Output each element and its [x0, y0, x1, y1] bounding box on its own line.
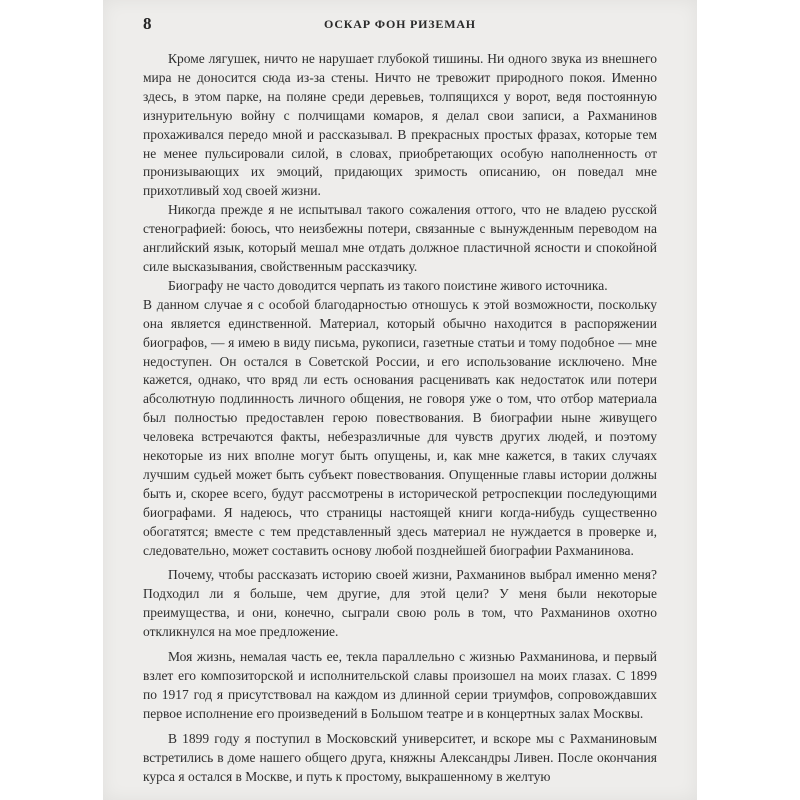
book-page [103, 0, 697, 800]
running-head: ОСКАР ФОН РИЗЕМАН [324, 17, 476, 31]
paragraph: Никогда прежде я не испытывал такого сожаления оттого, что не владею русской стенографией: боюсь, что неизбежны потери, связанные с вынужденным переводом на английский язык, который мешал мне отдать должное пластичной ясности и спокойной силе высказывания, свойственным рассказчику. [143, 202, 657, 274]
page-header [143, 14, 657, 36]
paragraph: Кроме лягушек, ничто не нарушает глубокой тишины. Ни одного звука из внешнего мира не доносится сюда из-за стены. Ничто не тревожит природного покоя. Именно здесь, в этом парке, на поляне среди деревьев, толпящихся у ворот, ведя постоянную изнурительную войну с полчищами комаров, я делал свои записи, а Рахманинов прохаживался передо мной и рассказывал. В прекрасных простых фразах, которые тем не менее пульсировали силой, в словах, приобретающих особую наполненность от пронизывающих их эмоций, придающих зримость описанию, он поведал мне прихотливый ход своей жизни. [143, 51, 657, 199]
paragraph: Биографу не часто доводится черпать из такого поистине живого источника. [168, 277, 608, 293]
page-number: 8 [143, 14, 152, 33]
paragraph: В данном случае я с особой благодарностью отношусь к этой возможности, поскольку она является единственной. Материал, который обычно находится в распоряжении биографов, — я имею в виду письма, рукописи, газетные статьи и тому подобное — мне недоступен. Он остался в Советской России, и его использование исключено. Мне кажется, однако, что вряд ли есть основания расценивать как недостаток или потери абсолютную подлинность личного общения, не говоря уже о том, что отбор материала был полностью предоставлен герою повествования. В биографии ныне живущего человека встречаются факты, небезразличные для чувств других людей, и поэтому некоторые из них вполне могут быть опущены, и, как мне кажется, в таких случаях лучшим судьей может быть субъект повествования. Опущенные главы истории должны быть и, скорее всего, будут рассмотрены в исторической ретроспекции последующими биографами. Я надеюсь, что страницы настоящей книги когда-нибудь существенно обогатятся; вместе с тем представленный здесь материал не нуждается в проверке и, следовательно, может составить основу любой позднейшей биографии Рахманинова. [143, 296, 657, 558]
paragraph: Почему, чтобы рассказать историю своей жизни, Рахманинов выбрал именно меня? Подходил ли я больше, чем другие, для этой цели? У меня были некоторые преимущества, и они, конечно, сыграли свою роль в том, что Рахманинов охотно откликнулся на мое предложение. [143, 567, 657, 640]
paragraph: Моя жизнь, немалая часть ее, текла параллельно с жизнью Рахманинова, и первый взлет его композиторской и исполнительской славы произошел на моих глазах. С 1899 по 1917 год я присутствовал на каждом из длинной серии триумфов, сопровождавших первое исполнение его произведений в Большом театре и в концертных залах Москвы. [143, 649, 657, 721]
paragraph: В 1899 году я поступил в Московский университет, и вскоре мы с Рахманиновым встретились в доме нашего общего друга, княжны Александры Ливен. После окончания курса я остался в Москве, и путь к простому, выкрашенному в желтую [143, 730, 657, 784]
body-text [143, 50, 657, 786]
